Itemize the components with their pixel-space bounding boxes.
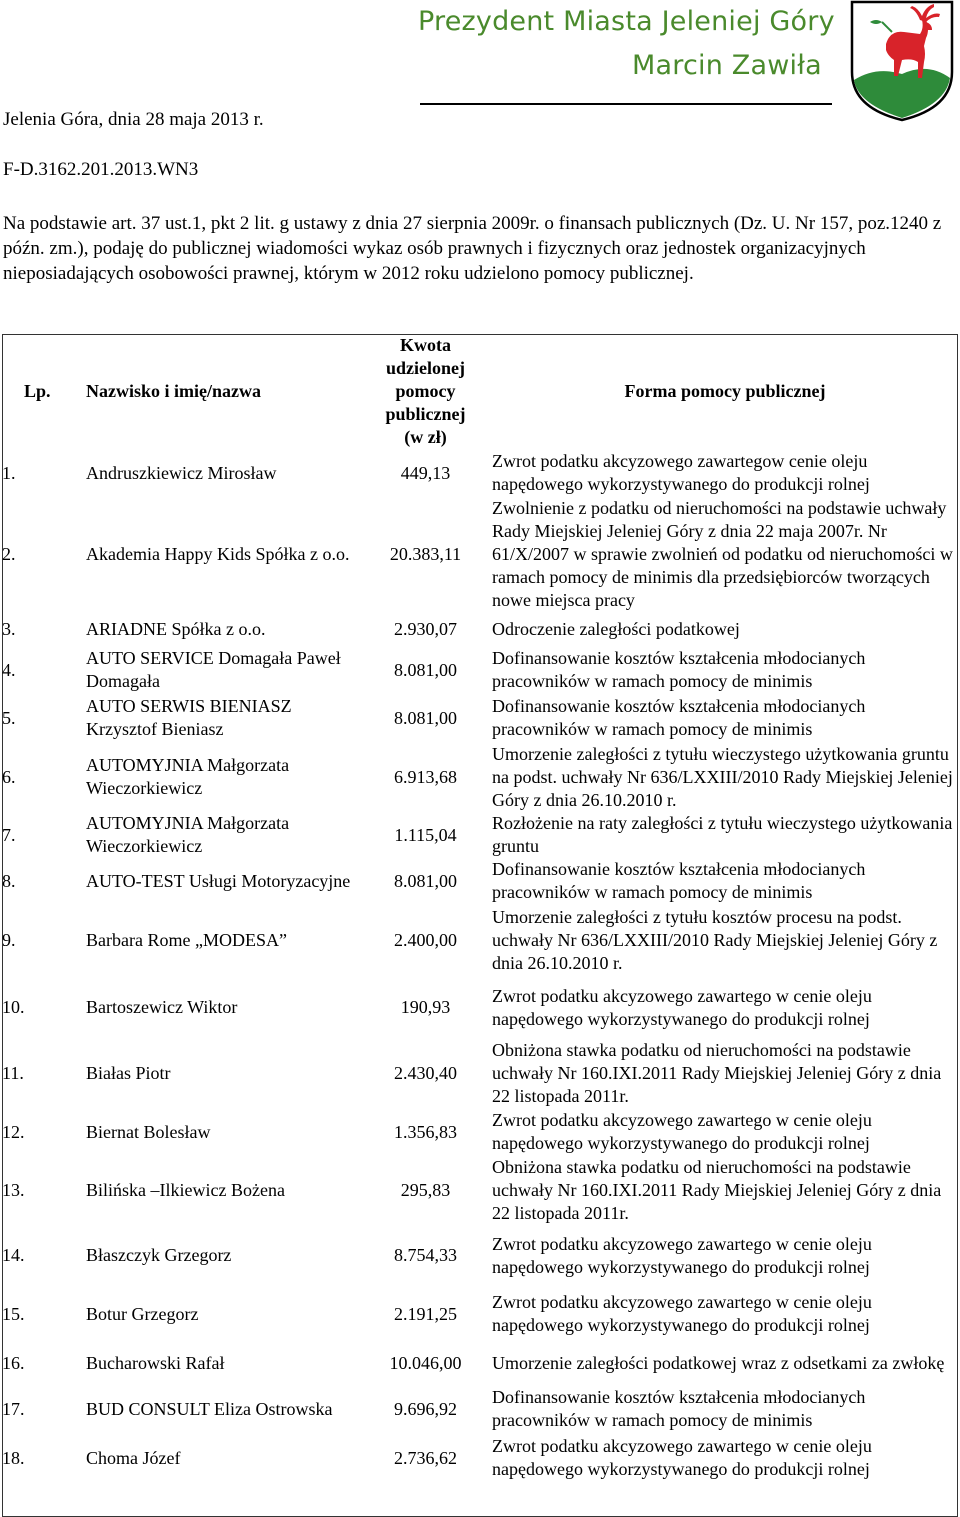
row-amount: 190,93: [400, 997, 451, 1017]
row-form: Zwrot podatku akcyzowego zawartego w cenie oleju napędowego wykorzystywanego do produkcji rolnej: [492, 1110, 872, 1153]
place-date: Jelenia Góra, dnia 28 maja 2013 r.: [3, 109, 264, 130]
table-row: [2, 1108, 958, 1156]
row-amount: 8.081,00: [394, 870, 457, 891]
row-form: Zwrot podatku akcyzowego zawartego w cenie oleju napędowego wykorzystywanego do produkcji rolnej: [492, 1233, 872, 1277]
row-name: AUTO SERVICE Domagała Paweł Domagała: [86, 648, 341, 691]
reference-number: F-D.3162.201.2013.WN3: [3, 159, 199, 180]
row-lp: 6.: [2, 766, 16, 787]
row-amount: 2.930,07: [394, 618, 457, 639]
row-form: Odroczenie zaległości podatkowej: [492, 618, 740, 639]
row-form: Zwrot podatku akcyzowego zawartego w cenie oleju napędowego wykorzystywanego do produkcji rolnej: [492, 1292, 872, 1335]
header-amount: Kwota udzielonej pomocy publicznej (w zł): [385, 335, 466, 447]
row-form: Obniżona stawka podatku od nieruchomości na podstawie uchwały Nr 160.IXI.2011 Rady Miejskiej Jeleniej Góry z dnia 22 listopada 2011r.: [492, 1157, 942, 1223]
row-amount: 2.736,62: [394, 1447, 457, 1468]
row-amount: 9.696,92: [394, 1398, 457, 1419]
row-lp: 7.: [2, 824, 16, 845]
table-row: [2, 694, 958, 742]
table-row: [2, 904, 958, 976]
row-amount: 10.046,00: [389, 1352, 462, 1373]
row-amount: 20.383,11: [389, 544, 462, 564]
row-lp: 17.: [2, 1398, 25, 1419]
row-form: Dofinansowanie kosztów kształcenia młodocianych pracowników w ramach pomocy de minimis: [492, 1387, 866, 1430]
table-header-row: [2, 334, 958, 449]
row-lp: 5.: [2, 707, 16, 728]
table-row: [2, 646, 958, 694]
row-name: Andruszkiewicz Mirosław: [86, 462, 277, 483]
row-name: AUTO SERWIS BIENIASZ Krzysztof Bieniasz: [86, 696, 292, 739]
row-form: Zwrot podatku akcyzowego zawartego w cenie oleju napędowego wykorzystywanego do produkcji rolnej: [492, 1436, 872, 1479]
row-lp: 16.: [2, 1352, 25, 1373]
header-form: Forma pomocy publicznej: [624, 381, 826, 401]
table-row: [2, 742, 958, 812]
intro-paragraph: Na podstawie art. 37 ust.1, pkt 2 lit. g ustawy z dnia 27 sierpnia 2009r. o finansach publicznych (Dz. U. Nr 157, poz.1240 z późn. zm.), podaję do publicznej wiadomości wykaz osób prawnych i fizycznych oraz jednostek organizacyjnych nieposiadających osobowości prawnej, którym w 2012 roku udzielono pomocy publicznej.: [3, 213, 942, 284]
row-name: AUTO-TEST Usługi Motoryzacyjne: [86, 870, 351, 891]
row-amount: 1.356,83: [394, 1121, 457, 1142]
row-lp: 2.: [2, 544, 16, 564]
row-name: Akademia Happy Kids Spółka z o.o.: [86, 544, 350, 564]
row-name: BUD CONSULT Eliza Ostrowska: [86, 1398, 333, 1419]
table-body: [2, 449, 958, 1482]
row-lp: 8.: [2, 870, 16, 891]
row-name: Białas Piotr: [86, 1063, 171, 1083]
row-lp: 13.: [2, 1180, 25, 1200]
row-form: Obniżona stawka podatku od nieruchomości na podstawie uchwały Nr 160.IXI.2011 Rady Miejskiej Jeleniej Góry z dnia 22 listopada 2011r.: [492, 1040, 942, 1106]
row-name: Bucharowski Rafał: [86, 1352, 225, 1373]
table-row: [2, 1039, 958, 1108]
table-row: [2, 1384, 958, 1434]
row-amount: 449,13: [400, 462, 451, 483]
row-form: Umorzenie zaległości z tytułu wieczystego użytkowania gruntu na podst. uchwały Nr 636/LXXIII/2010 Rady Miejskiej Jeleniej Góry z dnia 26.10.2010 r.: [492, 743, 953, 810]
table-row: [2, 1225, 958, 1286]
table-row: [2, 449, 958, 497]
row-amount: 295,83: [400, 1180, 451, 1200]
row-lp: 14.: [2, 1245, 25, 1265]
row-amount: 6.913,68: [394, 766, 457, 787]
row-amount: 8.081,00: [394, 659, 457, 680]
row-name: Bartoszewicz Wiktor: [86, 997, 238, 1017]
row-name: Błaszczyk Grzegorz: [86, 1245, 232, 1265]
row-form: Rozłożenie na raty zaległości z tytułu wieczystego użytkowania gruntu: [492, 813, 953, 856]
row-name: AUTOMYJNIA Małgorzata Wieczorkiewicz: [86, 813, 290, 856]
row-amount: 2.400,00: [394, 929, 457, 950]
row-form: Umorzenie zaległości podatkowej wraz z odsetkami za zwłokę: [492, 1352, 945, 1373]
table-row: [2, 612, 958, 646]
header-title: Prezydent Miasta Jeleniej Góry: [418, 6, 835, 37]
table-row: [2, 858, 958, 904]
row-form: Dofinansowanie kosztów kształcenia młodocianych pracowników w ramach pomocy de minimis: [492, 648, 866, 691]
table-row: [2, 1342, 958, 1384]
city-crest-icon: [846, 0, 958, 122]
header-name: Nazwisko i imię/nazwa: [86, 381, 261, 401]
row-amount: 1.115,04: [394, 824, 457, 845]
row-amount: 8.754,33: [394, 1245, 457, 1265]
row-amount: 8.081,00: [394, 707, 457, 728]
table-row: [2, 1156, 958, 1225]
row-lp: 10.: [2, 997, 25, 1017]
aid-table: [2, 334, 958, 1482]
row-name: Botur Grzegorz: [86, 1303, 199, 1324]
table-row: [2, 497, 958, 612]
row-lp: 3.: [2, 618, 16, 639]
row-lp: 9.: [2, 929, 16, 950]
row-lp: 18.: [2, 1447, 25, 1468]
row-amount: 2.430,40: [394, 1063, 457, 1083]
row-form: Dofinansowanie kosztów kształcenia młodocianych pracowników w ramach pomocy de minimis: [492, 859, 866, 902]
table-row: [2, 1286, 958, 1342]
header-lp: Lp.: [24, 381, 51, 401]
table-row: [2, 812, 958, 858]
row-name: Barbara Rome „MODESA”: [86, 929, 287, 950]
header-name: Marcin Zawiła: [632, 50, 822, 81]
table-row: [2, 976, 958, 1039]
row-lp: 11.: [2, 1063, 24, 1083]
row-form: Zwrot podatku akcyzowego zawartego w cenie oleju napędowego wykorzystywanego do produkcji rolnej: [492, 985, 872, 1029]
row-form: Zwolnienie z podatku od nieruchomości na podstawie uchwały Rady Miejskiej Jeleniej Góry z dnia 22 maja 2007r. Nr 61/X/2007 w sprawie zwolnień od podatku od nieruchomości w ramach pomocy de minimis dla przedsiębiorców tworzących nowe miejsca pracy: [492, 498, 953, 610]
row-amount: 2.191,25: [394, 1303, 457, 1324]
row-name: ARIADNE Spółka z o.o.: [86, 618, 266, 639]
header-rule: [420, 103, 832, 105]
row-form: Umorzenie zaległości z tytułu kosztów procesu na podst. uchwały Nr 636/LXXIII/2010 Rady Miejskiej Jeleniej Góry z dnia 26.10.2010 r.: [492, 906, 938, 973]
row-name: AUTOMYJNIA Małgorzata Wieczorkiewicz: [86, 755, 290, 798]
table-row: [2, 1434, 958, 1482]
row-name: Choma Józef: [86, 1447, 181, 1468]
row-lp: 12.: [2, 1121, 25, 1142]
row-name: Biernat Bolesław: [86, 1121, 211, 1142]
row-lp: 1.: [2, 462, 16, 483]
row-form: Dofinansowanie kosztów kształcenia młodocianych pracowników w ramach pomocy de minimis: [492, 696, 866, 739]
row-lp: 15.: [2, 1303, 25, 1324]
row-form: Zwrot podatku akcyzowego zawartegow cenie oleju napędowego wykorzystywanego do produkcji rolnej: [492, 451, 870, 494]
row-lp: 4.: [2, 659, 16, 680]
row-name: Bilińska –Ilkiewicz Bożena: [86, 1180, 285, 1200]
